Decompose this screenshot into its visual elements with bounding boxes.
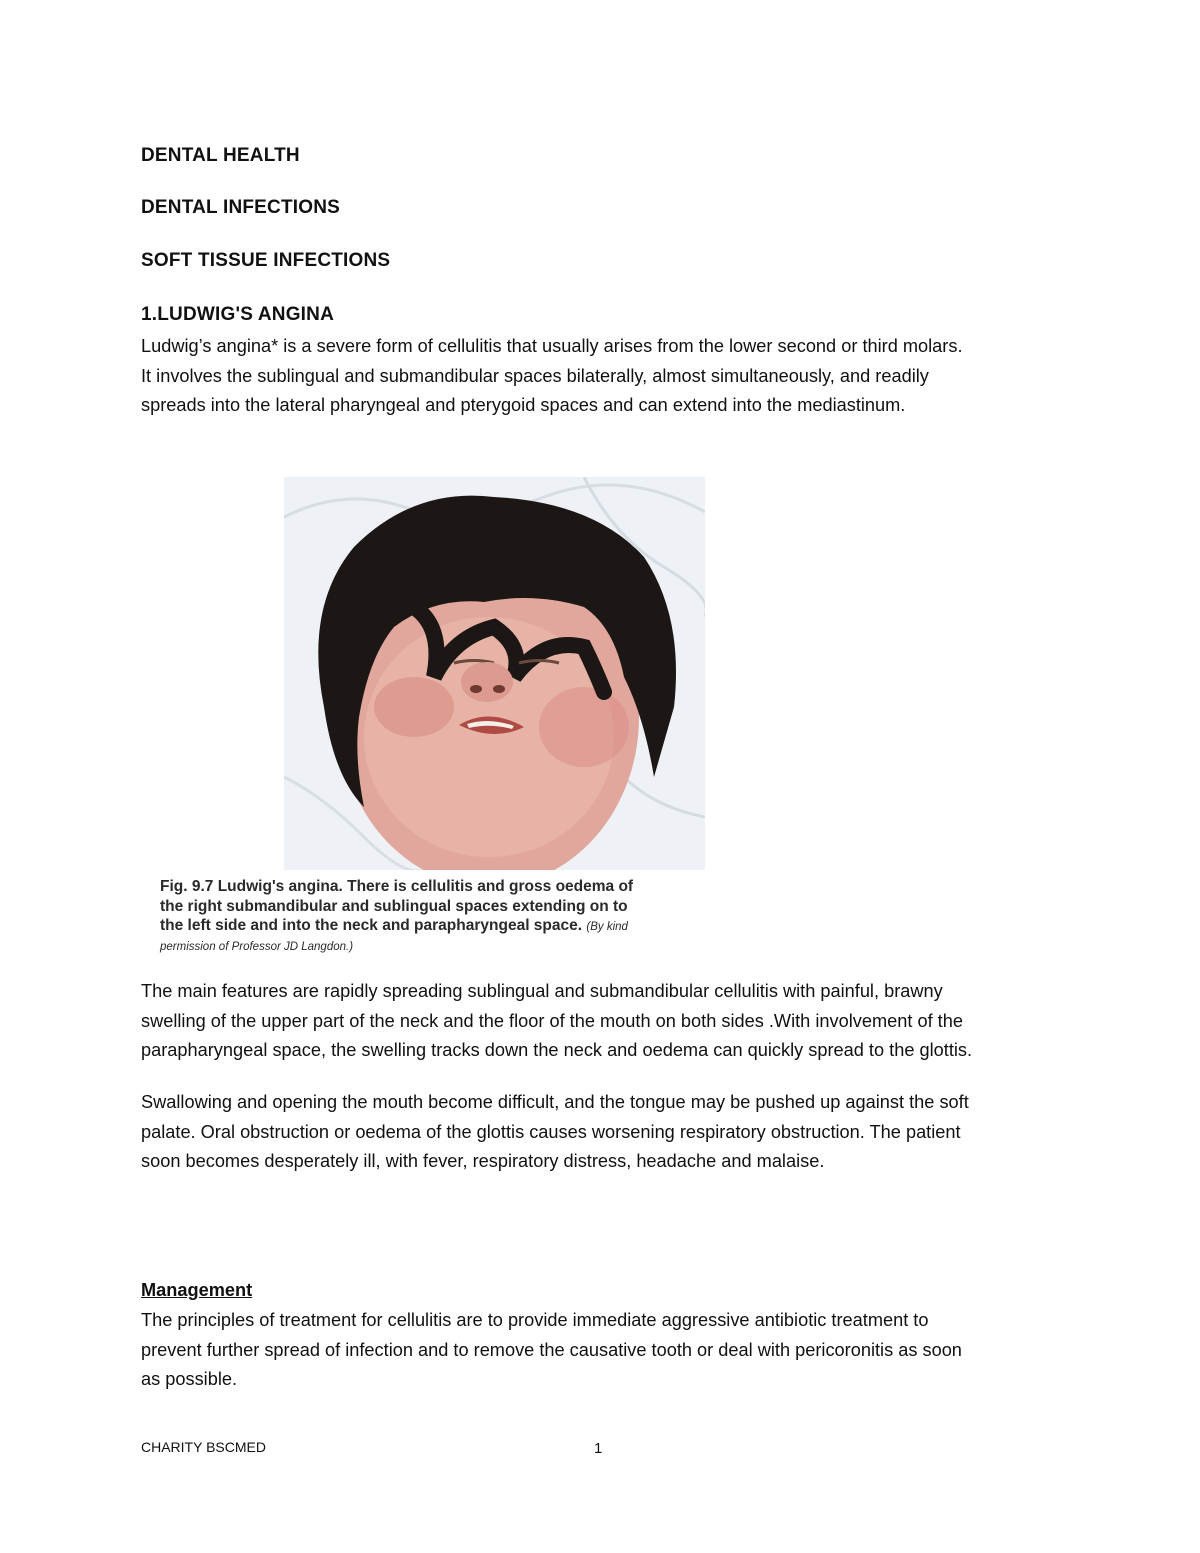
management-line: as possible.	[141, 1369, 238, 1389]
figure-caption	[160, 877, 840, 957]
patient-photo	[284, 477, 705, 870]
intro-line: It involves the sublingual and submandibular spaces bilaterally, almost simultaneously, and readily	[141, 365, 929, 386]
swallowing-paragraph	[141, 1088, 1076, 1177]
swallowing-line: palate. Oral obstruction or oedema of the glottis causes worsening respiratory obstruction. The patient	[141, 1121, 961, 1142]
footer-author: CHARITY BSCMED	[141, 1439, 266, 1455]
swallowing-line: Swallowing and opening the mouth become difficult, and the tongue may be pushed up against the soft	[141, 1092, 969, 1112]
intro-line: spreads into the lateral pharyngeal and pterygoid spaces and can extend into the mediastinum.	[141, 395, 906, 415]
caption-credit-start: (By kind	[586, 921, 628, 933]
heading-dental-infections: DENTAL INFECTIONS	[141, 197, 341, 218]
intro-paragraph	[141, 332, 1076, 421]
page-number: 1	[594, 1440, 603, 1457]
features-line: swelling of the upper part of the neck and the floor of the mouth on both sides .With involvement of the	[141, 1010, 963, 1031]
features-line: The main features are rapidly spreading sublingual and submandibular cellulitis with painful, brawny	[141, 981, 943, 1001]
swallowing-line: soon becomes desperately ill, with fever, respiratory distress, headache and malaise.	[141, 1151, 825, 1171]
management-line: prevent further spread of infection and to remove the causative tooth or deal with pericoronitis as soon	[141, 1339, 962, 1360]
heading-dental-health: DENTAL HEALTH	[141, 145, 300, 166]
heading-ludwigs-angina: 1.LUDWIG'S ANGINA	[141, 304, 334, 325]
caption-line: the right submandibular and sublingual spaces extending on to	[160, 897, 628, 915]
caption-credit: permission of Professor JD Langdon.)	[160, 940, 354, 953]
heading-soft-tissue-infections: SOFT TISSUE INFECTIONS	[141, 250, 391, 271]
intro-line: Ludwig’s angina* is a severe form of cellulitis that usually arises from the lower second or third molars.	[141, 336, 963, 356]
management-line: The principles of treatment for cellulitis are to provide immediate aggressive antibiotic treatment to	[141, 1310, 929, 1330]
features-paragraph	[141, 977, 1076, 1066]
management-heading: Management	[141, 1280, 253, 1300]
caption-line: Fig. 9.7 Ludwig's angina. There is cellulitis and gross oedema of	[160, 878, 634, 895]
management-paragraph	[141, 1306, 1076, 1395]
features-line: parapharyngeal space, the swelling tracks down the neck and oedema can quickly spread to the glottis.	[141, 1040, 973, 1060]
caption-line: the left side and into the neck and parapharyngeal space. (By kind	[160, 917, 628, 934]
